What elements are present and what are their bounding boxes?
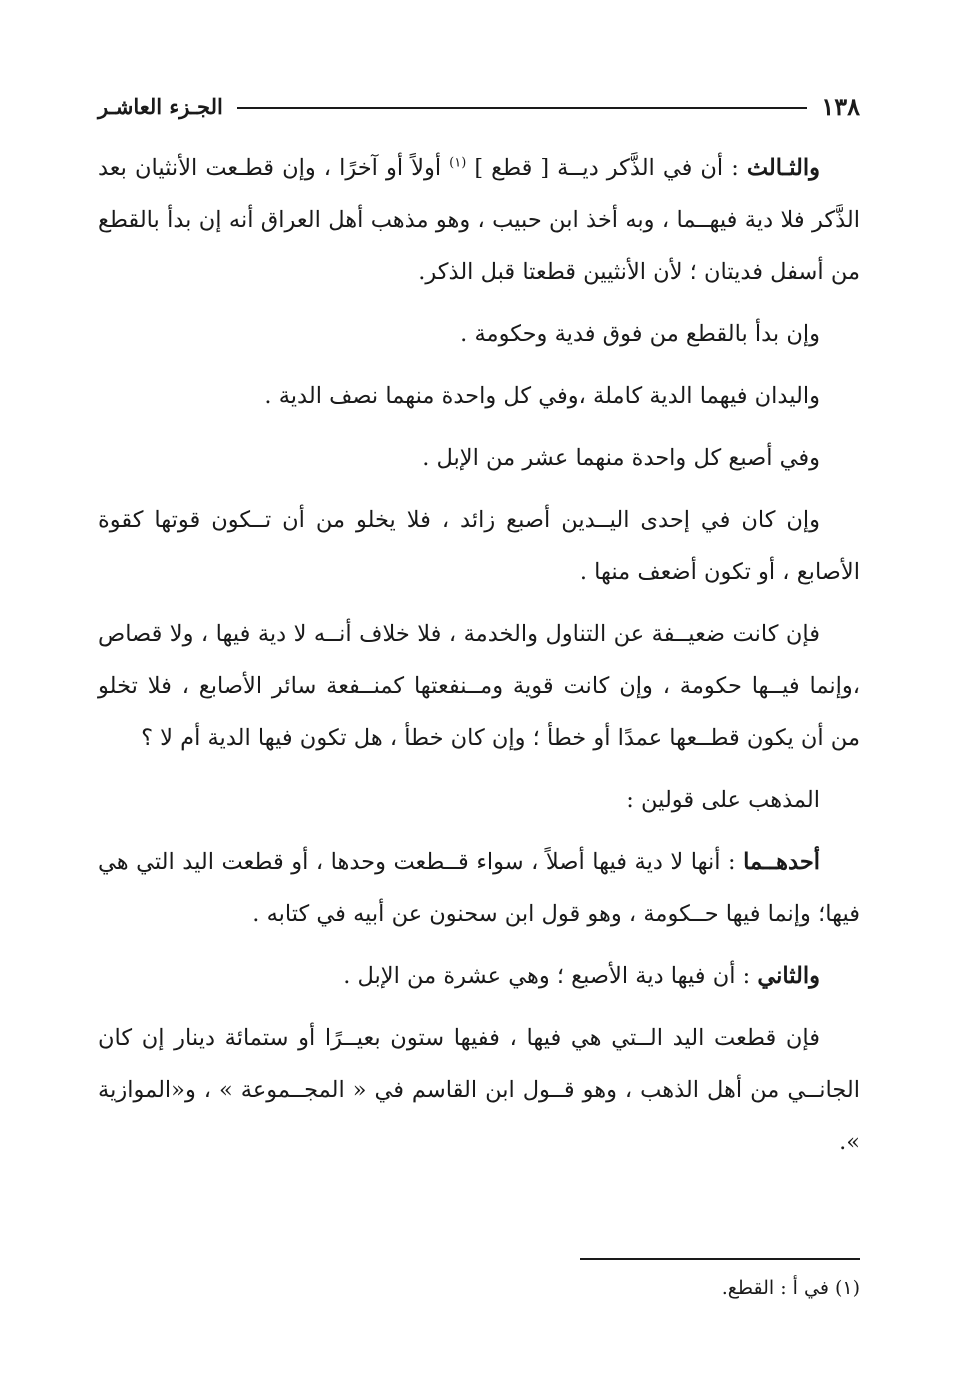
- paragraph: [98, 836, 860, 940]
- body-text: [98, 142, 860, 1168]
- paragraph: فإن كانت ضعيــفة عن التناول والخدمة ، فلا خلاف أنــه لا دية فيها ، ولا قصاص ،وإنما فيــها حكومة ، وإن كانت قوية ومــنفعتها كمنــفعة سائر الأصابع ، فلا تخلو من أن يكون قطــعها عمدًا أو خطأ ؛ وإن كان خطأ ، هل تكون فيها الدية أم لا ؟: [98, 621, 860, 751]
- footnote-reference: (١): [449, 155, 467, 171]
- page-number: ١٣٨: [821, 91, 860, 121]
- paragraph: المذهب على قولين :: [626, 787, 820, 813]
- paragraph: [98, 142, 860, 298]
- paragraph: فإن قطعت اليد الــتي هي فيها ، ففيها ستون بعيــرًا أو ستمائة دينار إن كان الجانــي من أهل الذهب ، وهو قــول ابن القاسم في « المجــموعة » ، و«الموازية ».: [98, 1025, 860, 1155]
- book-page: [98, 80, 860, 1330]
- paragraph-lead: والثاني: [757, 963, 820, 989]
- paragraph-text: : أن في الذَّكر ديــة [ قطع ]: [474, 155, 747, 181]
- paragraph-lead: أحدهــما: [743, 849, 820, 875]
- running-title: الجـزء العاشـر: [98, 93, 223, 119]
- paragraph-lead: والثـالث: [746, 155, 820, 181]
- paragraph-text: أولاً أو آخرًا ، وإن قطـعت الأنثيان بعد الذَّكر فلا دية فيهــما ، وبه أخذ ابن حبيب ، وهو مذهب أهل العراق أنه إن بدأ بالقطع من أسفل فديتان ؛ لأن الأنثيين قطعتا قبل الذكر.: [98, 155, 860, 285]
- footnote-rule: [580, 1258, 860, 1260]
- footnote: (١) في أ : القطع.: [721, 1277, 860, 1299]
- paragraph: واليدان فيهما الدية كاملة ،وفي كل واحدة منهما نصف الدية .: [264, 383, 820, 409]
- header-rule: [237, 107, 808, 109]
- paragraph: [98, 950, 860, 1002]
- paragraph-text: : أنها لا دية فيها أصلاً ، سواء قــطعت وحدها ، أو قطعت اليد التي هي فيها؛ وإنما فيها حــكومة ، وهو قول ابن سحنون عن أبيه في كتابه .: [98, 849, 860, 927]
- paragraph: وفي أصبع كل واحدة منهما عشر من الإبل .: [422, 445, 820, 471]
- page-header: [98, 86, 860, 126]
- paragraph-text: : أن فيها دية الأصبع ؛ وهي عشرة من الإبل .: [343, 963, 758, 989]
- paragraph: وإن بدأ بالقطع من فوق فدية وحكومة .: [460, 321, 820, 347]
- paragraph: وإن كان في إحدى اليــدين أصبع زائد ، فلا يخلو من أن تــكون قوتها كقوة الأصابع ، أو تكون أضعف منها .: [98, 507, 860, 585]
